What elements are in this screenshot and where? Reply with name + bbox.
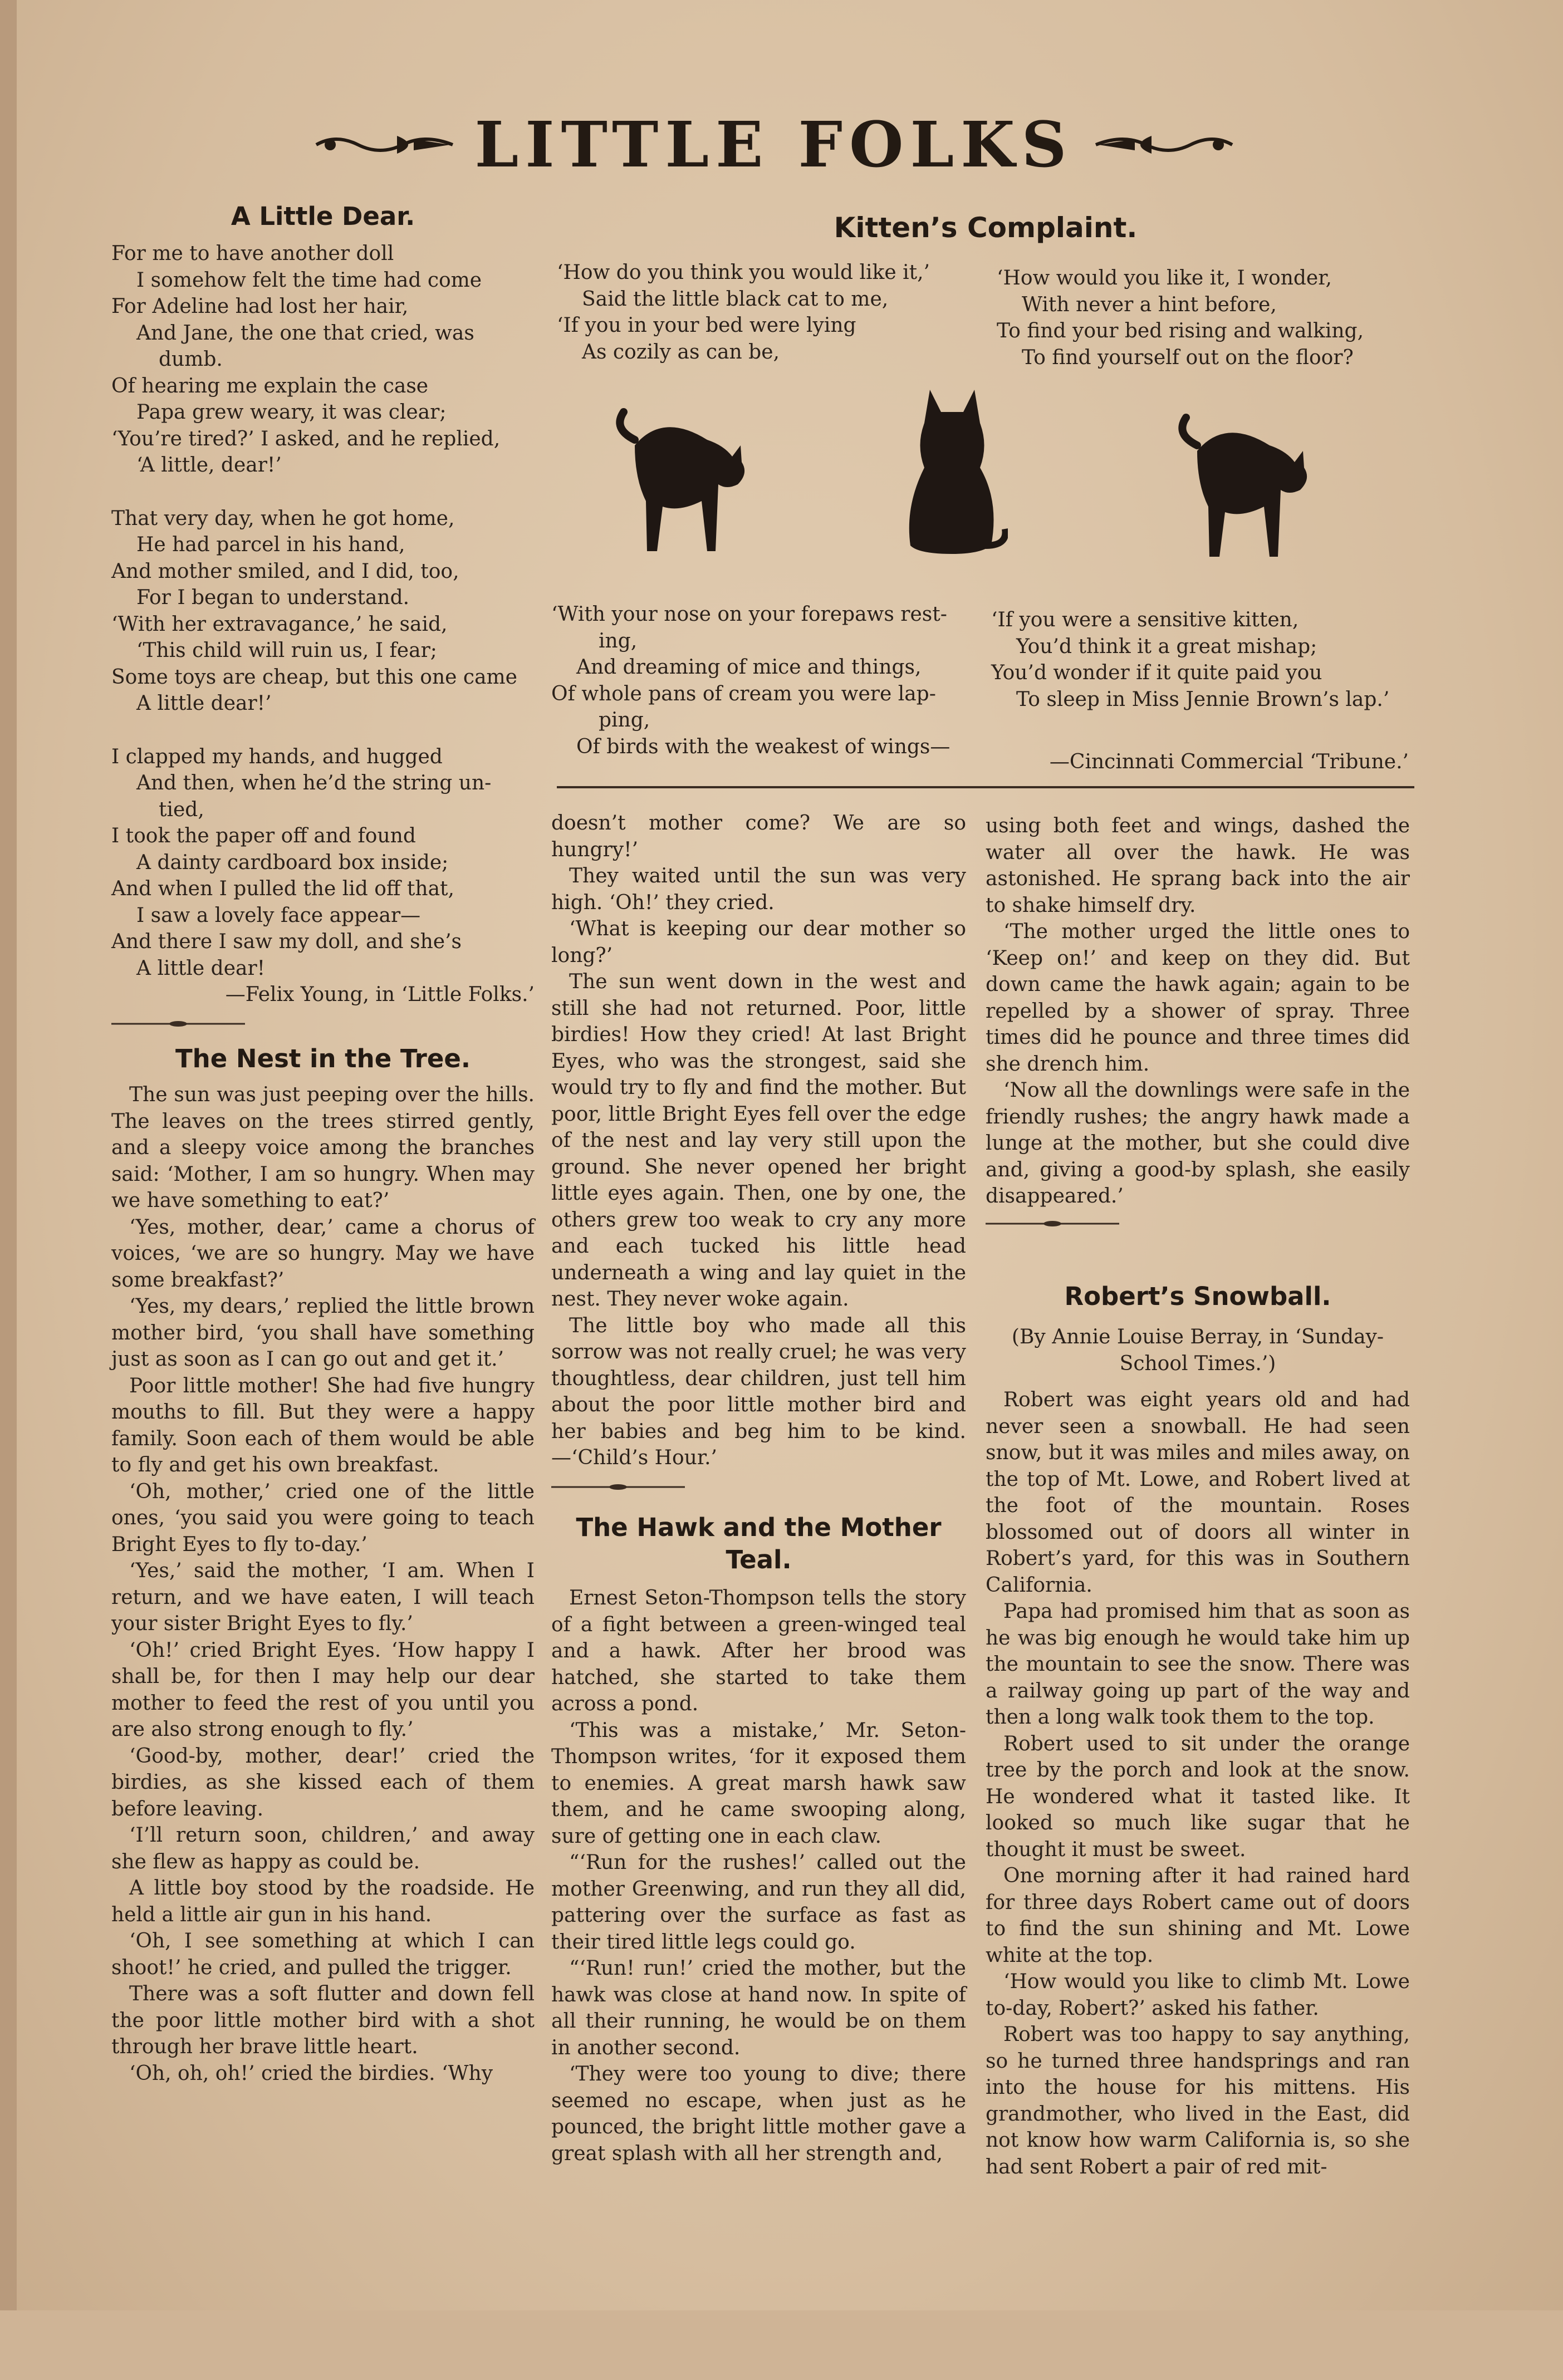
paragraph: Poor little mother! She had five hungry mouths to fill. But they were a happy family. Soon each of them would be able to fly and get his own breakfast. (111, 1374, 535, 1476)
poem-line: ‘You’re tired?’ I asked, and he replied, (111, 427, 501, 450)
poem-line: ‘How would you like it, I wonder, (997, 267, 1332, 289)
kitten-section (551, 212, 1420, 785)
poem-line: ‘This child will ruin us, I fear; (136, 639, 437, 662)
ornament-right-icon (1090, 128, 1235, 161)
poem-line: ing, (599, 629, 638, 652)
kitten-credit: —Cincinnati Commercial ‘Tribune.’ (1049, 750, 1409, 773)
poem-line: ‘How do you think you would like it,’ (557, 261, 930, 284)
masthead-title: LITTLE FOLKS (474, 108, 1074, 181)
paragraph: ‘They were too young to dive; there seemed no escape, when just as he pounced, the bright little mother gave a great splash with all her strength and, (551, 2063, 966, 2165)
paragraph: One morning after it had rained hard for three days Robert came out of doors to find the sun shining and Mt. Lowe white at the top. (986, 1864, 1410, 1967)
paragraph: Robert was too happy to say anything, so he turned three handsprings and ran into the house for his mittens. His grandmother, who lived in the East, did not know how warm California is, so she had sent Robert a pair of red mit- (986, 2023, 1410, 2178)
paragraph: There was a soft flutter and down fell the poor little mother bird with a shot through her brave little heart. (111, 1982, 535, 2058)
poem-line: Said the little black cat to me, (582, 287, 889, 311)
poem-line: ‘With her extravagance,’ he said, (111, 612, 448, 636)
story-nest-body (111, 1082, 535, 2087)
paragraph: “‘Run for the rushes!’ called out the mother Greenwing, and run they all did, pattering over the surface as fast as their tired little legs could go. (551, 1851, 966, 1954)
story-hawk-continued (986, 813, 1410, 1210)
poem-line: To find yourself out on the floor? (1022, 346, 1354, 369)
right-column (986, 813, 1410, 2180)
paragraph: The sun was just peeping over the hills. The leaves on the trees stirred gently, and a sleepy voice among the branches said: ‘Mother, I am so hungry. When may we have something to eat?’ (111, 1083, 535, 1212)
poem-line: And when I pulled the lid off that, (111, 877, 454, 900)
page-edge (0, 0, 17, 2380)
paragraph: ‘Now all the downlings were safe in the friendly rushes; the angry hawk made a lunge at the mother, but she could dive and, giving a good-by splash, she easily disappeared.’ (986, 1079, 1410, 1208)
poem-line: And dreaming of mice and things, (576, 656, 922, 679)
poem-line: And mother smiled, and I did, too, (111, 560, 459, 583)
poem-line: dumb. (159, 348, 223, 371)
paragraph: ‘Yes,’ said the mother, ‘I am. When I return, and we have eaten, I will teach your sister Bright Eyes to fly.’ (111, 1559, 535, 1635)
paragraph: ‘This was a mistake,’ Mr. Seton-Thompson writes, ‘for it exposed them to enemies. A great marsh hawk saw them, and he came swooping along, sure of getting one in each claw. (551, 1719, 966, 1848)
kitten-stanza-4 (991, 607, 1389, 713)
paragraph: ‘I’ll return soon, children,’ and away she flew as happy as could be. (111, 1824, 535, 1873)
arched-cat-left-icon (613, 406, 752, 557)
story-title-snowball: Robert’s Snowball. (1064, 1282, 1331, 1311)
paragraph: ‘How would you like to climb Mt. Lowe to-day, Robert?’ asked his father. (986, 1970, 1410, 2020)
poem-line: I saw a lovely face appear— (136, 904, 421, 927)
poem-line: ‘A little, dear!’ (136, 454, 282, 477)
poem-line: And there I saw my doll, and she’s (111, 930, 462, 953)
poem-credit: —Felix Young, in ‘Little Folks.’ (225, 983, 535, 1006)
poem-line: tied, (159, 798, 204, 821)
page-bottom-margin (0, 2310, 1563, 2380)
paragraph: A little boy stood by the roadside. He held a little air gun in his hand. (111, 1877, 535, 1926)
poem-line: He had parcel in his hand, (136, 533, 405, 556)
paragraph: ‘Yes, my dears,’ replied the little brown mother bird, ‘you shall have something just as soon as I can go out and get it.’ (111, 1295, 535, 1371)
poem-line: ‘With your nose on your forepaws rest- (551, 603, 947, 626)
poem-line: And then, when he’d the string un- (136, 772, 492, 794)
story-hawk-body (551, 1585, 966, 2167)
paragraph: ‘Oh!’ cried Bright Eyes. ‘How happy I shall be, for then I may help our dear mother to feed the rest of you until you are also strong enough to fly.’ (111, 1638, 535, 1741)
poem-line: I clapped my hands, and hugged (111, 745, 443, 768)
arched-cat-right-icon (1175, 412, 1314, 562)
poem-line: As cozily as can be, (582, 340, 780, 364)
poem-line: A little dear!’ (136, 692, 272, 715)
poem-line: I somehow felt the time had come (136, 268, 482, 292)
paragraph: Papa had promised him that as soon as he was big enough he would take him up the mountain to see the snow. There was a railway going up part of the way and then a long walk took them to the top. (986, 1600, 1410, 1729)
paragraph: ‘Yes, mother, dear,’ came a chorus of voices, ‘we are so hungry. May we have some breakfast?’ (111, 1215, 535, 1292)
poem-title-little-dear: A Little Dear. (231, 202, 415, 231)
poem-line: A little dear! (136, 956, 266, 980)
paragraph: ‘The mother urged the little ones to ‘Keep on!’ and keep on they did. But down came the hawk again; again to be repelled by a shower of spray. Three times did he pounce and three times did she drench him. (986, 920, 1410, 1076)
poem-line: Of whole pans of cream you were lap- (551, 682, 936, 705)
poem-little-dear (111, 241, 535, 982)
story-nest-continued (551, 810, 966, 1471)
kitten-stanza-1 (557, 259, 930, 365)
paragraph: They waited until the sun was very high. ‘Oh!’ they cried. (551, 865, 966, 914)
poem-line: To find your bed rising and walking, (997, 320, 1364, 342)
poem-line: And Jane, the one that cried, was (136, 321, 474, 345)
poem-line: Some toys are cheap, but this one came (111, 665, 517, 689)
poem-line: You’d wonder if it quite paid you (991, 661, 1322, 684)
paragraph: The sun went down in the west and still she had not returned. Poor, little birdies! How they cried! At last Bright Eyes, who was the strongest, said she would try to fly and find the mother. But poor, little Bright Eyes fell over the edge of the nest and lay very still upon the ground. She never opened her bright little eyes again. Then, one by one, the others grew too weak to cry any more and each tucked his little head underneath a wing and lay quiet in the nest. They never woke again. (551, 970, 966, 1311)
stanza-gap (111, 479, 535, 506)
masthead (301, 109, 1247, 181)
divider (986, 1218, 1119, 1229)
poem-line: Papa grew weary, it was clear; (136, 401, 447, 424)
paragraph: doesn’t mother come? We are so hungry!’ (551, 812, 966, 861)
poem-line: That very day, when he got home, (111, 507, 455, 530)
story-snowball-body (986, 1387, 1410, 2180)
poem-line: You’d think it a great mishap; (1016, 635, 1317, 658)
poem-line: ‘If you were a sensitive kitten, (991, 609, 1299, 631)
paragraph: ‘Oh, I see something at which I can shoot!’ he cried, and pulled the trigger. (111, 1930, 535, 1979)
paragraph: The little boy who made all this sorrow was not really cruel; he was very thoughtless, dear children, just tell him about the poor little mother bird and her babies and beg him to be kind.—‘Child’s Hour.’ (551, 1314, 966, 1469)
paragraph: Robert was eight years old and had never seen a snowball. He had seen snow, but it was miles and miles away, on the top of Mt. Lowe, and Robert lived at the foot of the mountain. Roses blossomed out of doors all winter in Robert’s yard, for this was in Southern California. (986, 1388, 1410, 1597)
poem-line: I took the paper off and found (111, 825, 416, 847)
poem-line: To sleep in Miss Jennie Brown’s lap.’ (1016, 688, 1390, 711)
kitten-stanza-3 (551, 601, 950, 760)
kitten-stanza-2 (997, 265, 1364, 371)
poem-line: A dainty cardboard box inside; (136, 851, 449, 874)
poem-line: For I began to understand. (136, 586, 410, 609)
ornament-left-icon (313, 128, 458, 161)
poem-line: ‘If you in your bed were lying (557, 314, 856, 337)
story-title-nest: The Nest in the Tree. (175, 1044, 471, 1073)
paragraph: ‘Oh, mother,’ cried one of the little ones, ‘you said you were going to teach Bright Eyes to fly to-day.’ (111, 1480, 535, 1556)
divider (551, 1481, 685, 1493)
poem-line: For Adeline had lost her hair, (111, 295, 409, 318)
paragraph: ‘Oh, oh, oh!’ cried the birdies. ‘Why (129, 2062, 493, 2085)
paragraph: ‘Good-by, mother, dear!’ cried the birdies, as she kissed each of them before leaving. (111, 1744, 535, 1820)
section-rule (557, 786, 1414, 788)
poem-title-kitten: Kitten’s Complaint. (834, 212, 1138, 244)
divider (111, 1018, 245, 1029)
stanza-gap (111, 717, 535, 744)
poem-line: ping, (599, 709, 650, 732)
paragraph: Robert used to sit under the orange tree by the porch and look at the snow. He wondered what it tasted like. It looked so much like sugar that he thought it must be sweet. (986, 1732, 1410, 1861)
paragraph: Ernest Seton-Thompson tells the story of a fight between a green-winged teal and a hawk. After her brood was hatched, she started to take them across a pond. (551, 1587, 966, 1715)
poem-line: Of birds with the weakest of wings— (576, 735, 950, 758)
poem-line: For me to have another doll (111, 242, 394, 265)
story-byline: (By Annie Louise Berray, in ‘Sunday-School Times.’) (1011, 1326, 1384, 1375)
poem-line: With never a hint before, (1022, 293, 1277, 316)
left-column (111, 200, 535, 2087)
paragraph: using both feet and wings, dashed the water all over the hawk. He was astonished. He sprang back into the air to shake himself dry. (986, 814, 1410, 917)
middle-column (551, 810, 966, 2167)
paragraph: ‘What is keeping our dear mother so long?’ (551, 917, 966, 967)
paragraph: “‘Run! run!’ cried the mother, but the hawk was close at hand now. In spite of all their running, he would be on them in another second. (551, 1957, 966, 2059)
story-title-hawk: The Hawk and the Mother Teal. (576, 1513, 942, 1574)
poem-line: Of hearing me explain the case (111, 374, 429, 398)
sitting-cat-icon (896, 379, 1008, 557)
